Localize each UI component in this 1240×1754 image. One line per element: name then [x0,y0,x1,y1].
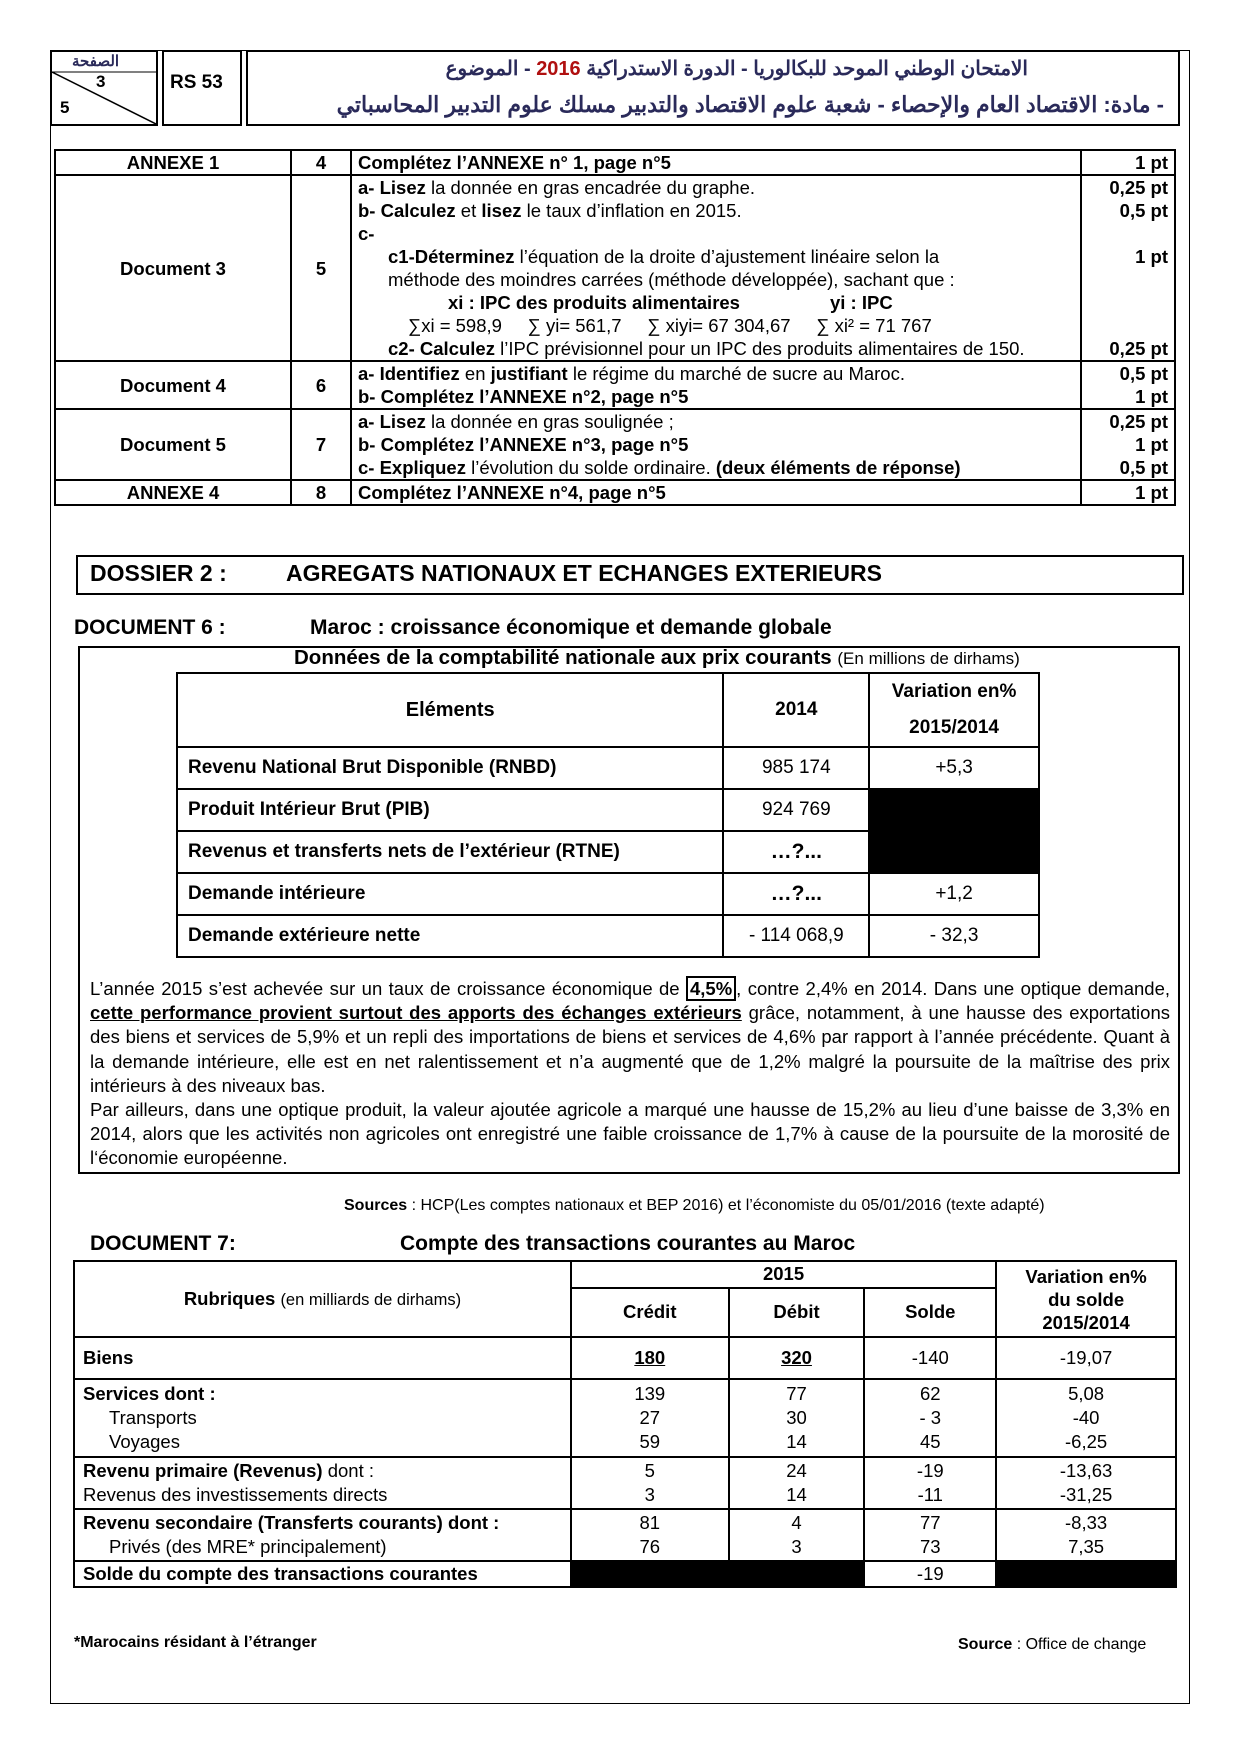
col-variation-2: du solde [1048,1288,1125,1310]
doc7-source-label: Source [958,1636,1013,1653]
q-a-points: 0,25 pt [1109,411,1168,432]
doc6-label: DOCUMENT 6 : [74,616,226,639]
table-row [74,1457,1176,1509]
q-a-points: 0,5 pt [1119,363,1168,384]
row-points: 1 pt [1081,150,1175,175]
q-b-points: 0,5 pt [1119,200,1168,221]
doc6-text-part: grâce, notamment, à une hausse des exportations des biens et services de 5,9% et un repli des importations de biens et services de 4,6% par rapport à l’année précédente. Quant à la demande intérieure, elle est en net ralentissement et n’a augmenté que de 1,2% malgré la poursuite de la maîtrise des prix intérieurs à des niveaux bas. [90,1002,1170,1096]
doc7-title: Compte des transactions courantes au Maroc [400,1232,856,1255]
rev-secondaire-solde: 77 [920,1512,941,1533]
doc6-subtitle-line [294,646,1020,670]
services-label: Services [83,1383,160,1404]
row-debit: 320 [729,1337,865,1379]
col-variation-3: 2015/2014 [1042,1311,1130,1333]
row-text [351,361,1081,409]
questions-table [54,149,1176,506]
rev-invest-debit: 14 [786,1484,807,1505]
exam-code: RS 53 [170,72,223,93]
q-c-verb: c- Expliquez [358,457,466,478]
table-row [74,1337,1176,1379]
row-variation: -19,07 [996,1337,1176,1379]
table-row [177,873,1039,915]
rev-invest-solde: -11 [917,1484,943,1505]
table-row [74,1561,1176,1587]
q-b-text: le taux d’inflation en 2015. [521,200,742,221]
rev-primaire-solde: -19 [916,1460,944,1481]
row-solde-group [864,1509,996,1561]
q-c-label: c- [358,223,375,244]
table-row [177,747,1039,789]
q-a-text: la donnée en gras encadrée du graphe. [425,177,756,198]
row-label: Produit Intérieur Brut (PIB) [177,789,723,831]
q-a-verb: a- Lisez [358,177,426,198]
rev-secondaire-var: -8,33 [1065,1512,1108,1533]
q-a-points: 0,25 pt [1109,177,1168,198]
q-c2-verb: Calculez [414,338,495,359]
transports-debit: 30 [786,1407,807,1428]
rev-invest-credit: 3 [644,1484,655,1505]
table-row [177,915,1039,957]
col-header-variation: Variation en% [869,673,1039,710]
rev-secondaire-label: Revenu secondaire (Transferts courants) dont : [83,1512,500,1533]
row-num: 5 [291,175,351,361]
prives-var: 7,35 [1068,1536,1105,1557]
prives-solde: 73 [920,1536,941,1557]
q-b-points: 1 pt [1135,386,1168,407]
dossier-label: DOSSIER 2 : [90,560,227,586]
row-doc: ANNEXE 4 [55,480,291,505]
masked-cell [869,789,1039,831]
doc7-source-text: : Office de change [1012,1636,1147,1653]
q-a-text: le régime du marché de sucre au Maroc. [567,363,905,384]
row-num: 4 [291,150,351,175]
col-unit: (en milliards de dirhams) [280,1291,462,1309]
row-credit-group [571,1457,729,1509]
row-text [351,409,1081,480]
doc6-source [344,1197,1045,1215]
page-number-box [50,50,158,126]
transports-credit: 27 [639,1407,661,1428]
doc6-text-part-2: Par ailleurs, dans une optique produit, la valeur ajoutée agricole a marqué une hausse de 15,2% au lieu d’une baisse de 3,3% en 2014, alors que les activités non agricoles ont enregistré une faible croissance de 1,7% à cause de la poursuite de la morosité de l‘économie européenne. [90,1099,1170,1169]
table-row [74,1379,1176,1457]
rev-secondaire-debit: 4 [791,1512,802,1533]
services-var: 5,08 [1068,1383,1105,1404]
doc6-source-label: Sources [344,1197,408,1214]
page-total: 5 [60,98,70,117]
row-2014: - 114 068,9 [723,915,869,957]
doc7-footnote: *Marocains résidant à l’étranger [74,1634,317,1651]
col-header-credit: Crédit [571,1288,729,1337]
row-points: 1 pt [1081,480,1175,505]
col-rubriques-label: Rubriques [183,1288,276,1309]
prives-credit: 76 [639,1536,661,1557]
q-sums: ∑xi = 598,9 ∑ yi= 561,7 ∑ xiyi= 67 304,67 ∑ xi² = 71 767 [408,315,932,336]
table-row [74,1509,1176,1561]
row-2014: 985 174 [723,747,869,789]
dossier-title-box [76,555,1184,595]
row-doc: Document 5 [55,409,291,480]
row-variation-group [996,1457,1176,1509]
row-variation: - 32,3 [869,915,1039,957]
doc7-label: DOCUMENT 7: [90,1232,236,1255]
prives-label: Privés (des MRE* principalement) [109,1536,387,1557]
q-c2-text: l’IPC prévisionnel pour un IPC des produits alimentaires de 150. [494,338,1025,359]
code-box [162,50,242,126]
doc6-subtitle: Données de la comptabilité nationale aux prix courants [294,646,832,669]
services-credit: 139 [634,1383,666,1404]
masked-cell [571,1561,729,1587]
row-text: Complétez l’ANNEXE n°4, page n°5 [351,480,1081,505]
row-doc: Document 3 [55,175,291,361]
q-b-text: b- Complétez l’ANNEXE n°2, page n°5 [358,386,689,407]
table-header-row [177,673,1039,710]
row-label-group [74,1457,571,1509]
doc7-source [958,1636,1146,1654]
voyages-label: Voyages [109,1431,180,1452]
q-b-text: b- Complétez l’ANNEXE n°3, page n°5 [358,434,689,455]
q-c1-verb: Déterminez [414,246,515,267]
q-a-mid: en [459,363,491,384]
q-c1-text: l’équation de la droite d’ajustement linéaire selon la [514,246,940,267]
dossier-title: AGREGATS NATIONAUX ET ECHANGES EXTERIEURS [286,560,882,586]
voyages-debit: 14 [786,1431,807,1452]
table-row [55,175,1175,361]
row-debit-group [729,1457,865,1509]
col-header-variation [996,1261,1176,1337]
q-b-points: 1 pt [1135,434,1168,455]
row-debit-group [729,1509,865,1561]
col-header-rubriques [74,1261,571,1337]
q-c2-label: c2- [388,338,415,359]
col-header-year: 2014 [723,673,869,747]
row-2014: 924 769 [723,789,869,831]
doc6-table [176,672,1040,958]
rev-invest-label: Revenus des investissements directs [83,1484,388,1505]
row-debit-group [729,1379,865,1457]
doc6-title: Maroc : croissance économique et demande globale [310,616,832,639]
table-row [177,831,1039,873]
voyages-var: -6,25 [1065,1431,1108,1452]
q-c1-label: c1- [388,246,415,267]
q-b-verb2: lisez [481,200,522,221]
doc6-text [90,977,1170,1171]
rev-primaire-credit: 5 [644,1460,655,1481]
row-text [351,175,1081,361]
col-header-debit: Débit [729,1288,865,1337]
row-points [1081,361,1175,409]
q-c-points: 0,5 pt [1119,457,1168,478]
q-c2-points: 0,25 pt [1109,338,1168,359]
row-label: Revenu National Brut Disponible (RNBD) [177,747,723,789]
rev-primaire-label: Revenu primaire (Revenus) [83,1460,323,1481]
q-a-verb: a- Identifiez [358,363,460,384]
doc6-boxed-value: 4,5% [686,976,736,1001]
row-label: Solde du compte des transactions courantes [74,1561,571,1587]
q-xi-definition: xi : IPC des produits alimentaires [448,292,740,313]
table-header-row [74,1261,1176,1288]
col-header-solde: Solde [864,1288,996,1337]
row-2014: …?... [723,831,869,873]
row-variation: +5,3 [869,747,1039,789]
q-c1-text-2: méthode des moindres carrées (méthode développée), sachant que : [388,269,955,290]
row-num: 8 [291,480,351,505]
row-label-group [74,1509,571,1561]
masked-cell [869,831,1039,873]
services-debit: 77 [786,1383,807,1404]
table-row [55,409,1175,480]
table-row [177,789,1039,831]
q-c1-points: 1 pt [1135,246,1168,267]
table-row [55,150,1175,175]
row-doc: ANNEXE 1 [55,150,291,175]
q-a-verb: a- Lisez [358,411,426,432]
row-label: Revenus et transferts nets de l’extérieur (RTNE) [177,831,723,873]
row-label-group [74,1379,571,1457]
row-points [1081,175,1175,361]
row-label: Demande extérieure nette [177,915,723,957]
rev-secondaire-credit: 81 [639,1512,661,1533]
transports-var: -40 [1072,1407,1100,1428]
q-c-text: l’évolution du solde ordinaire. [465,457,716,478]
rev-invest-var: -31,25 [1059,1484,1113,1505]
row-label: Demande intérieure [177,873,723,915]
row-num: 6 [291,361,351,409]
row-text: Complétez l’ANNEXE n° 1, page n°5 [351,150,1081,175]
masked-cell [729,1561,865,1587]
services-dont: dont : [159,1383,216,1404]
doc6-unit: (En millions de dirhams) [837,649,1020,668]
page-label: الصفحة [72,53,120,70]
q-c-note: (deux éléments de réponse) [715,457,961,478]
rev-primaire-debit: 24 [786,1460,807,1481]
row-points [1081,409,1175,480]
q-yi-definition: yi : IPC [829,292,893,313]
header-year: 2016 [536,58,581,80]
row-solde-group [864,1379,996,1457]
services-solde: 62 [920,1383,941,1404]
row-credit: 180 [571,1337,729,1379]
page-current: 3 [96,72,106,91]
header-line-1 [446,56,1028,81]
row-doc: Document 4 [55,361,291,409]
doc6-underlined-text: cette performance provient surtout des apports des échanges extérieurs [90,1002,742,1024]
row-variation: +1,2 [869,873,1039,915]
transports-label: Transports [109,1407,197,1428]
row-credit-group [571,1509,729,1561]
row-2014: …?... [723,873,869,915]
row-variation-group [996,1509,1176,1561]
col-header-year: 2015 [571,1261,996,1288]
table-row [55,361,1175,409]
row-solde: -19 [864,1561,996,1587]
q-a-text: la donnée en gras soulignée ; [425,411,674,432]
doc7-table [73,1260,1177,1588]
doc6-text-part: L’année 2015 s’est achevée sur un taux de croissance économique de [90,978,686,999]
header-line-2: - مادة: الاقتصاد العام والإحصاء - شعبة علوم الاقتصاد والتدبير مسلك علوم التدبير المحاسباتي [336,92,1164,117]
header-subject-label: - الموضوع [445,58,531,80]
col-header-period: 2015/2014 [869,710,1039,747]
transports-solde: - 3 [919,1407,942,1428]
prives-debit: 3 [791,1536,802,1557]
table-row [55,480,1175,505]
doc6-source-text: : HCP(Les comptes nationaux et BEP 2016) et l’économiste du 05/01/2016 (texte adapté) [407,1197,1045,1214]
col-header-elements: Eléments [177,673,723,747]
row-label: Biens [74,1337,571,1379]
doc6-text-part: , contre 2,4% en 2014. Dans une optique demande, [736,978,1171,999]
col-variation-1: Variation en% [1025,1265,1147,1287]
masked-cell [996,1561,1176,1587]
row-num: 7 [291,409,351,480]
row-credit-group [571,1379,729,1457]
voyages-credit: 59 [639,1431,661,1452]
header-title-box [246,50,1180,126]
voyages-solde: 45 [920,1431,941,1452]
row-variation-group [996,1379,1176,1457]
row-solde: -140 [864,1337,996,1379]
rev-primaire-var: -13,63 [1059,1460,1113,1481]
q-a-verb2: justifiant [490,363,568,384]
rev-primaire-dont: dont : [322,1460,374,1481]
q-b-verb: b- Calculez [358,200,456,221]
row-solde-group [864,1457,996,1509]
header-exam-title: الامتحان الوطني الموحد للبكالوريا - الدورة الاستدراكية [586,58,1028,80]
q-b-mid: et [455,200,482,221]
